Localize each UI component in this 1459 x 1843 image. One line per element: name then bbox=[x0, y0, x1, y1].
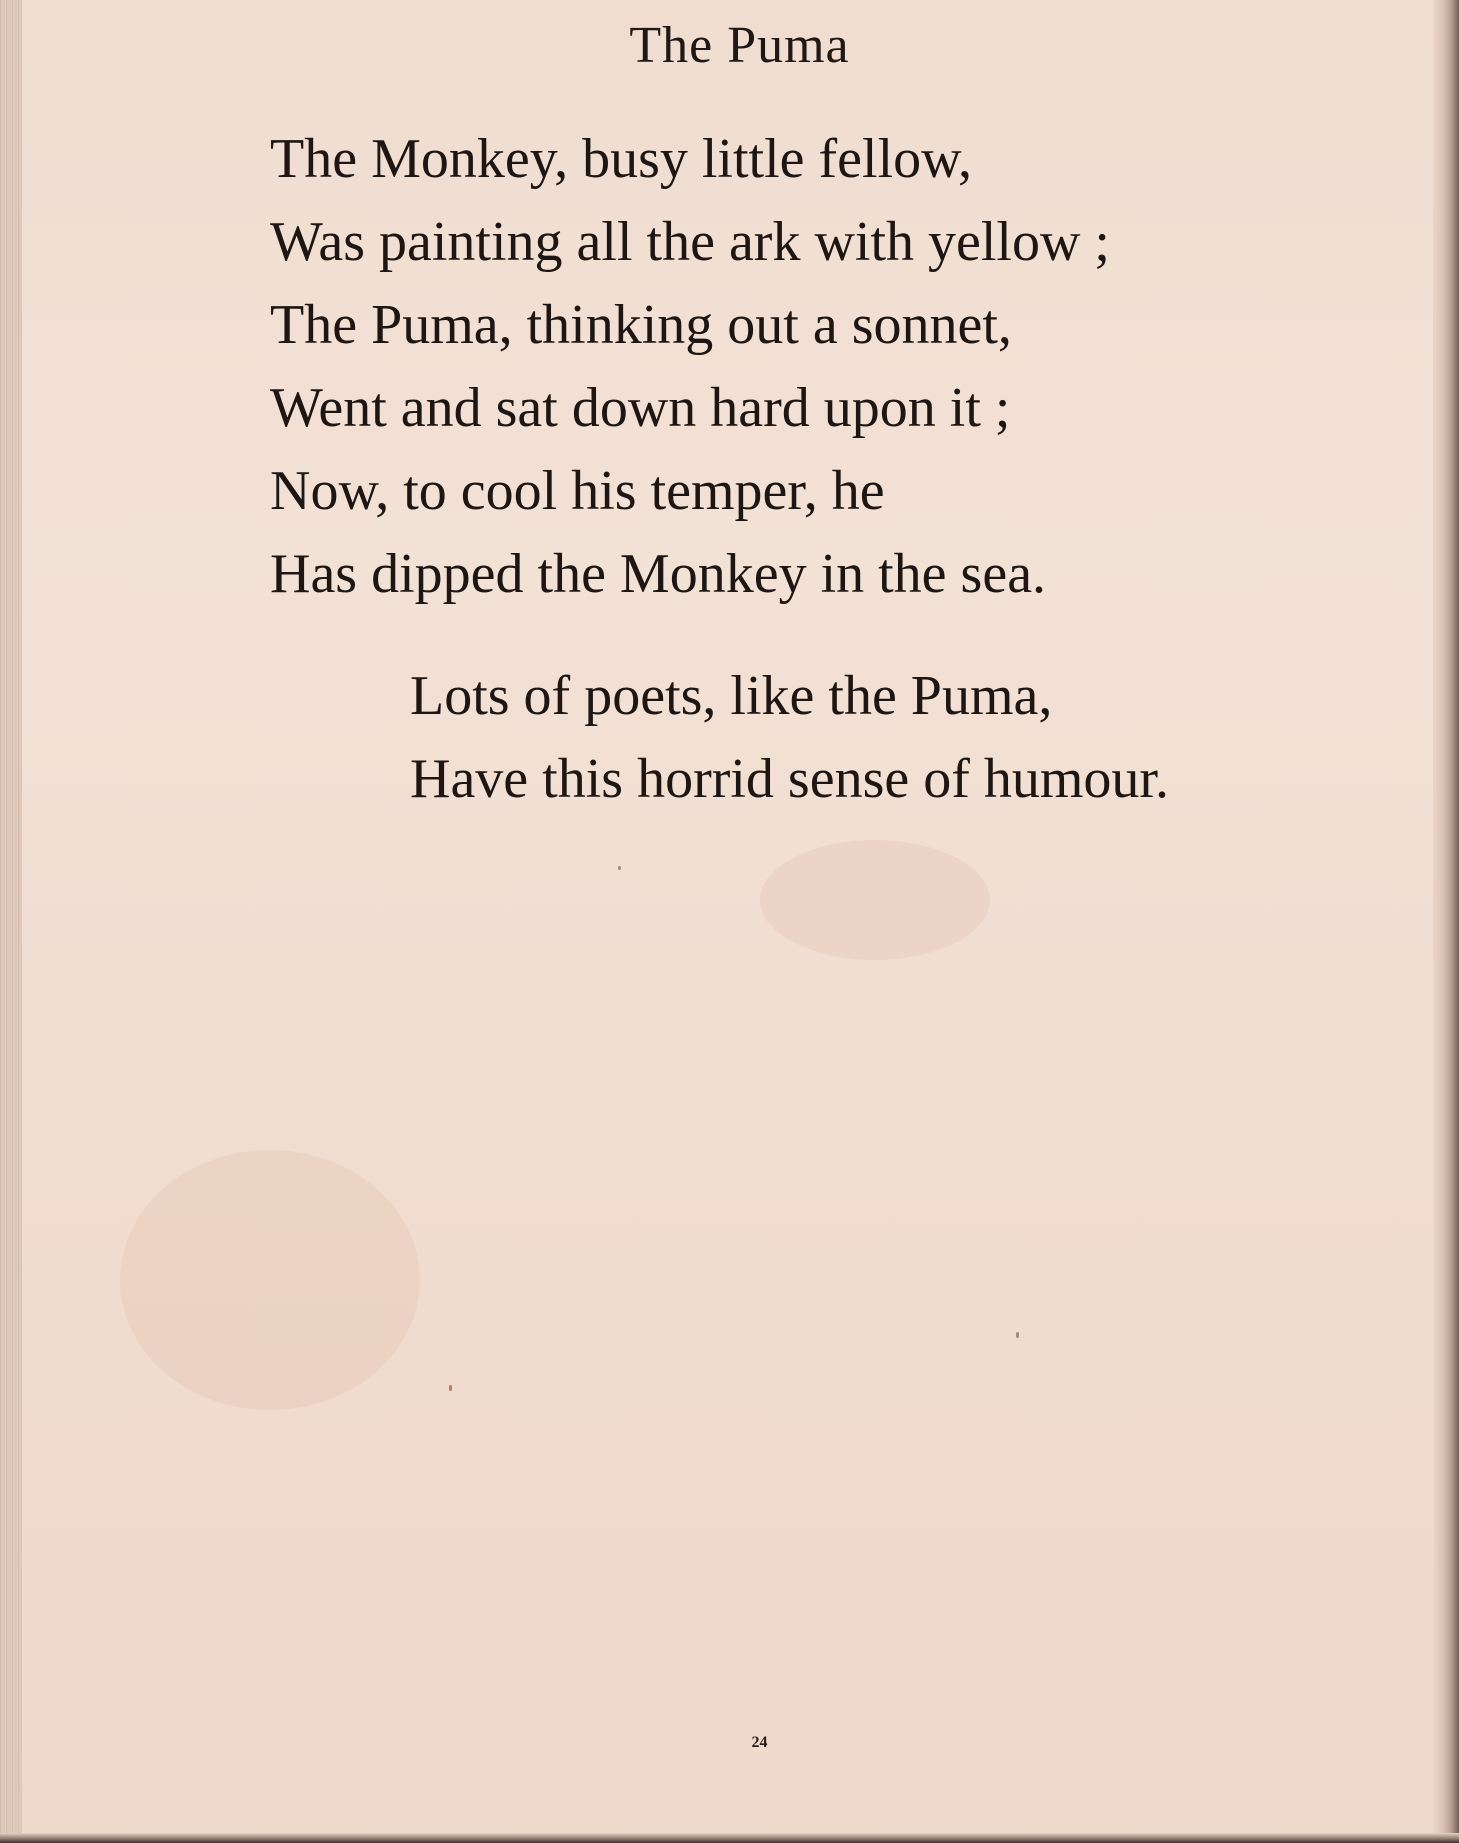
page-bottom-edge bbox=[0, 1833, 1459, 1843]
page-edge-right bbox=[1433, 0, 1459, 1843]
stanza-2 bbox=[410, 655, 1169, 821]
poem-line: Has dipped the Monkey in the sea. bbox=[270, 543, 1047, 605]
poem-line: Lots of poets, like the Puma, bbox=[410, 665, 1053, 727]
poem-line: The Monkey, busy little fellow, bbox=[270, 128, 972, 190]
poem-line: Now, to cool his temper, he bbox=[270, 460, 885, 522]
poem-line: Was painting all the ark with yellow ; bbox=[270, 211, 1110, 273]
paper-stain bbox=[760, 840, 990, 960]
poem-line: The Puma, thinking out a sonnet, bbox=[270, 294, 1012, 356]
poem-line: Went and sat down hard upon it ; bbox=[270, 377, 1011, 439]
paper-speck bbox=[1016, 1332, 1019, 1338]
paper-speck bbox=[618, 866, 621, 870]
poem-title: The Puma bbox=[629, 17, 850, 74]
page-number: 24 bbox=[751, 1734, 768, 1751]
paper-stain bbox=[120, 1150, 420, 1410]
stanza-1 bbox=[270, 118, 1110, 616]
page-edge-left bbox=[0, 0, 22, 1843]
paper-speck bbox=[449, 1385, 452, 1391]
poem-line: Have this horrid sense of humour. bbox=[410, 748, 1169, 810]
